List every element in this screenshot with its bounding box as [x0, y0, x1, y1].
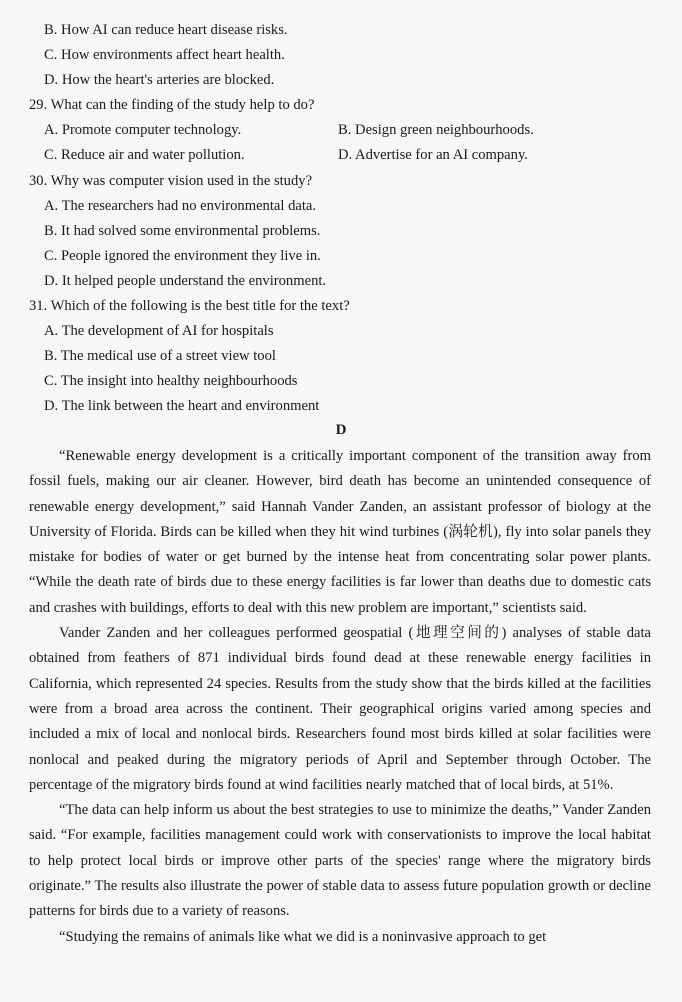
q29-option-a: A. Promote computer technology. [44, 122, 242, 138]
q30-option-d: D. It helped people understand the environment. [44, 273, 327, 289]
q28-option-c: C. How environments affect heart health. [44, 47, 285, 63]
q29-option-b: B. Design green neighbourhoods. [338, 122, 534, 138]
q28-option-b: B. How AI can reduce heart disease risks. [44, 22, 288, 38]
q30-stem: 30. Why was computer vision used in the study? [29, 173, 313, 189]
passage-d [29, 444, 651, 950]
section-d-heading: D [335, 422, 347, 438]
q30-option-c: C. People ignored the environment they live in. [44, 248, 321, 264]
q29-option-c: C. Reduce air and water pollution. [44, 147, 245, 163]
q29-stem: 29. What can the finding of the study help to do? [29, 97, 315, 113]
q31-option-a: A. The development of AI for hospitals [44, 323, 274, 339]
q30-option-a: A. The researchers had no environmental data. [44, 198, 317, 214]
q31-option-c: C. The insight into healthy neighbourhoods [44, 373, 298, 389]
q28-option-d: D. How the heart's arteries are blocked. [44, 72, 275, 88]
q30-option-b: B. It had solved some environmental problems. [44, 223, 321, 239]
passage-paragraph: Vander Zanden and her colleagues performed geospatial (地理空间的) analyses of stable data obtained from feathers of 871 individual birds found dead at these renewable energy facilities in California, which represented 24 species. Results from the study show that the birds killed at the facilities were from a broad area across the continent. Their geographical origins varied among species and included a mix of local and nonlocal birds. Researchers found most birds killed at solar facilities were nonlocal and peaked during the migratory periods of April and September through October. The percentage of the migratory birds found at wind facilities nearly matched that of local birds, at 51%. [29, 625, 651, 793]
q29-option-d: D. Advertise for an AI company. [338, 147, 528, 163]
passage-paragraph: “Studying the remains of animals like what we did is a noninvasive approach to get [59, 928, 547, 945]
q31-option-d: D. The link between the heart and environment [44, 398, 320, 414]
q31-stem: 31. Which of the following is the best title for the text? [29, 298, 350, 314]
q31-option-b: B. The medical use of a street view tool [44, 348, 276, 364]
passage-paragraph: “The data can help inform us about the best strategies to use to minimize the deaths,” Vander Zanden said. “For example, facilities management could work with conservationists to improve the local habitat to help protect local birds or improve other parts of the species' range where the migratory birds originate.” The results also illustrate the power of stable data to assess future population growth or decline patterns for birds due to a variety of reasons. [29, 802, 651, 920]
passage-paragraph: “Renewable energy development is a critically important component of the transition away from fossil fuels, making our air cleaner. However, bird death has become an unintended consequence of renewable energy development,” said Hannah Vander Zanden, an assistant professor of biology at the University of Florida. Birds can be killed when they hit wind turbines (涡轮机), fly into solar panels they mistake for bodies of water or get burned by the intense heat from concentrating solar power plants. “While the death rate of birds due to these energy facilities is far lower than deaths due to domestic cats and crashes with buildings, efforts to deal with this new problem are important,” scientists said. [29, 448, 651, 616]
